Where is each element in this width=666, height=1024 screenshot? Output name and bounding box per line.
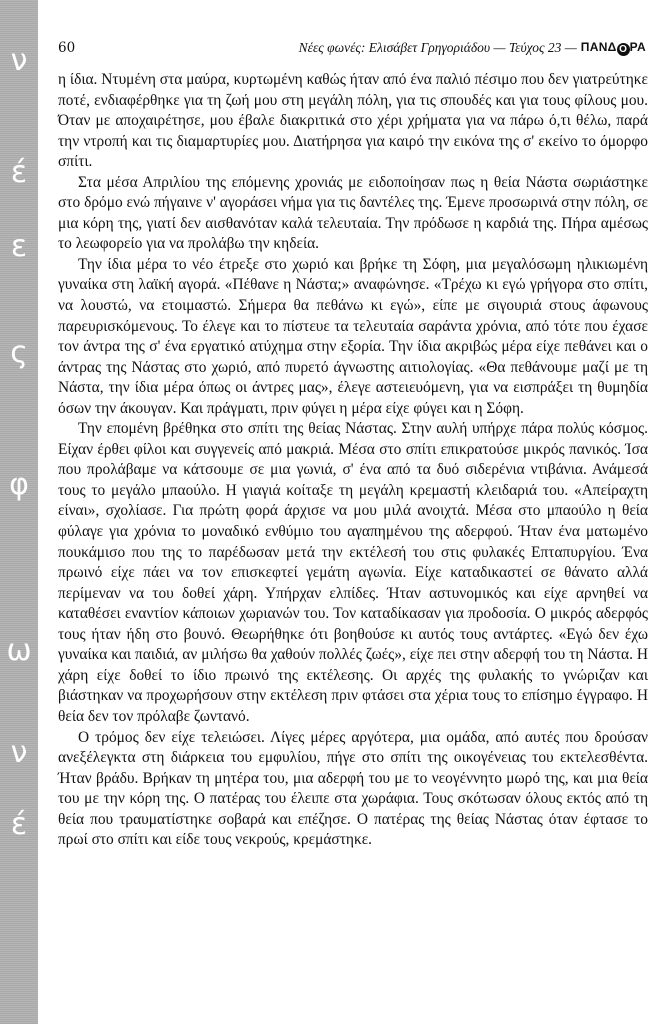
page-number: 60 bbox=[58, 40, 76, 56]
paragraph: Ο τρόμος δεν είχε τελειώσει. Λίγες μέρες αργότερα, μια ομάδα, από αυτές που δρούσαν ανεξέλεγκτα στη διάρκεια του εμφυλίου, πήγε στο σπίτι της οικογένειας του εκτελεσθέντα. Ήταν βράδυ. Βρήκαν τη μητέρα του, μια αδερφή του με το νεογέννητο μωρό της, και μια θεία του με την κόρη της. Ο πατέρας του έλειπε στα χωράφια. Τους σκότωσαν όλους εκτός από τη θεία που τραυματίστηκε σοβαρά και επέζησε. Ο πατέρας της θείας Νάστας όταν έφτασε το πρωί στο σπίτι και είδε τους νεκρούς, κρεμάστηκε. bbox=[58, 728, 648, 849]
margin-letter: φ bbox=[9, 467, 29, 502]
brand-prefix: ΠΑΝΔ bbox=[580, 40, 617, 54]
paragraph: η ίδια. Ντυμένη στα μαύρα, κυρτωμένη καθώς ήταν από ένα παλιό πέσιμο που δεν γιατρεύτηκε ποτέ, ενδιαφέρθηκε για τη ζωή μου στη μεγάλη πόλη, για τις σπουδές και για τους φίλους μου. Όταν με αποχαιρέτησε, μου έβαλε διακριτικά στο χέρι χρήματα για να πάρω ό,τι θέλω, παρά την ντροπή και τις διαμαρτυρίες μου. Διατήρησα για καιρό την εικόνα της σ' εκείνο το όμορφο σπίτι. bbox=[58, 71, 648, 171]
margin-letter: ς bbox=[10, 335, 28, 370]
brand-suffix: ΡΑ bbox=[629, 40, 646, 54]
margin-letter: έ bbox=[10, 807, 28, 842]
article-body bbox=[58, 70, 648, 851]
paragraph: Στα μέσα Απριλίου της επόμενης χρονιάς με ειδοποίησαν πως η θεία Νάστα σωριάστηκε στο δρόμο ενώ πήγαινε ν' αγοράσει νήμα για τις δαντέλες της. Έμενε προσωρινά στην πόλη, σε μια κόρη της, γιατί δεν αισθανόταν καλά τελευταία. Την πρόδωσε η καρδιά της. Πήρα αμέσως το λεωφορείο για να προλάβω την κηδεία. bbox=[58, 173, 648, 253]
margin-letter: έ bbox=[10, 155, 28, 190]
paragraph: Την ίδια μέρα το νέο έτρεξε στο χωριό και βρήκε τη Σόφη, μια μεγαλόσωμη ηλικιωμένη γυναίκα στη λαϊκή αγορά. «Πέθανε η Νάστα;» αναφώνησε. «Τρέχω κι εγώ γρήγορα στο σπίτι, να λουστώ, να ετοιμαστώ. Σήμερα θα πεθάνω κι εγώ», είπε με σιγουριά στους άφωνους παρευρισκόμενους. Το έλεγε και το πίστευε τα τελευταία σαράντα χρόνια, από τότε που έχασε τον άντρα της σ' ένα εργατικό ατύχημα στην εξορία. Την ίδια ακριβώς μέρα είχε πεθάνει και ο άντρας της Νάστας στο χωριό, από πυρετό άγνωστης αιτιολογίας. «Θα πεθάνουμε μαζί με τη Νάστα, την ίδια μέρα όπως οι άντρες μας», έλεγε αστειευόμενη, για να εισπράξει τη θυμηδία όσων την άκουγαν. Και πράγματι, πριν φύγει η μέρα είχε φύγει και η Σόφη. bbox=[58, 255, 648, 417]
running-header bbox=[58, 36, 646, 60]
running-title: Νέες φωνές: Ελισάβετ Γρηγοριάδου — Τεύχος 23 — bbox=[298, 40, 577, 55]
paragraph: Την επομένη βρέθηκα στο σπίτι της θείας Νάστας. Στην αυλή υπήρχε πάρα πολύς κόσμος. Είχαν έρθει φίλοι και συγγενείς από μακριά. Μέσα στο σπίτι επικρατούσε μικρός πανικός. Ίσα που προλάβαμε να κάτσουμε σε μια γωνιά, σ' ένα από τα δυό σιδερένια ντιβάνια. Ανάμεσά τους το μεγάλο μπαούλο. Η γιαγιά κοίταξε τη μεγάλη κρεμαστή κλειδαριά του. «Απείραχτη είναι», σχολίασε. Για πρώτη φορά άρχισε να μου μιλά ανοιχτά. Μέσα στο μπαούλο η θεία φύλαγε για χρόνια το μοναδικό ενθύμιο του αγαπημένου της αδερφού. Ήταν ένα ματωμένο πουκάμισο που της το παρέδωσαν μετά την εκτέλεσή του στις φυλακές Επταπυργίου. Ένα πρωινό είχε πάει να τον επισκεφτεί γεμάτη αγωνία. Είχε καταδικαστεί σε θάνατο αλλά περίμεναν να του δοθεί χάρη. Υπήρχαν ελπίδες. Ήταν αστυνομικός και είχε αρνηθεί να καταθέσει εναντίον κάποιων χωριανών του. Τον καταδίκασαν για προδοσία. Ο μικρός αδερφός τους ήταν ήδη στο βουνό. Θεωρήθηκε ότι βοηθούσε κι αυτός τους αντάρτες. «Εγώ δεν έχω γυναίκα και παιδιά, αν μιλήσω θα χαθούν πολλές ζωές», είχε πει στην αδερφή του τη Νάστα. Η χάρη είχε δοθεί το ίδιο πρωινό της εκτέλεσης. Οι αρχές της φυλακής το γνώριζαν και βιάστηκαν να προχωρήσουν στην εκτέλεση πριν φτάσει στα χέρια τους το επίσημο έγγραφο. Η θεία δεν τον πρόλαβε ζωντανό. bbox=[58, 420, 648, 725]
margin-strip bbox=[0, 0, 38, 1024]
brand-o-icon: Ο bbox=[617, 43, 630, 56]
margin-letter: ε bbox=[10, 229, 28, 264]
margin-letter: ν bbox=[10, 735, 28, 770]
margin-letter: ω bbox=[6, 633, 32, 668]
margin-letter: ν bbox=[10, 43, 28, 78]
brand-logo bbox=[581, 40, 646, 56]
